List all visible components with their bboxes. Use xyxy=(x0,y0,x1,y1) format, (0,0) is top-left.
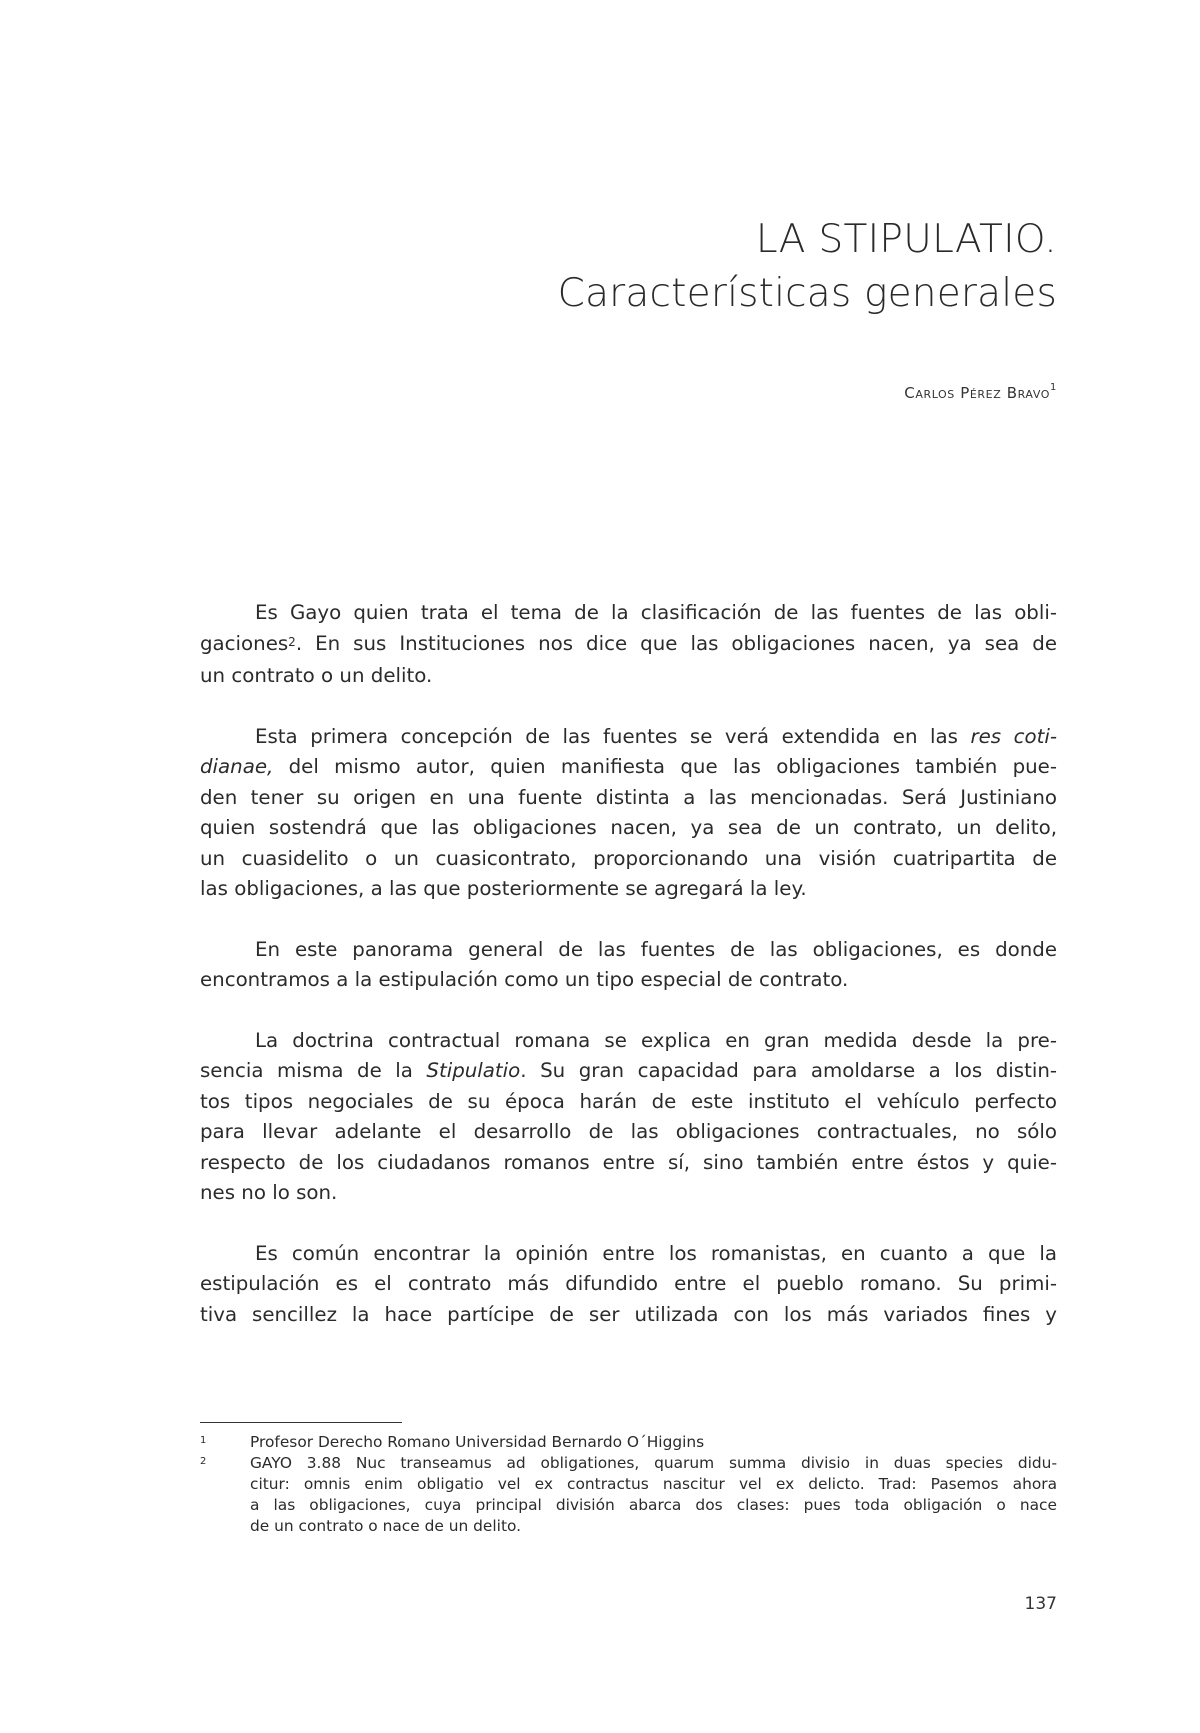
paragraph-line xyxy=(200,1239,1057,1270)
text-run: estipulación es el contrato más difundido entre el pueblo romano. Su primi- xyxy=(200,1272,1057,1295)
text-run: encontramos a la estipulación como un tipo especial de contrato. xyxy=(200,968,849,991)
text-run: . En sus Instituciones nos dice que las obligaciones nacen, ya sea de xyxy=(295,631,1057,655)
author-name xyxy=(904,384,1057,402)
paragraph-line xyxy=(200,1117,1057,1148)
title-line-2: Características generales xyxy=(557,271,1057,316)
italic-term: Stipulatio xyxy=(426,1059,521,1082)
text-run: un contrato o un delito. xyxy=(200,664,433,687)
paragraph-line xyxy=(200,1026,1057,1057)
footnotes xyxy=(200,1432,1057,1537)
text-run: sencia misma de la xyxy=(200,1059,427,1082)
text-run: tiva sencillez la hace partícipe de ser utilizada con los más variados fines y xyxy=(200,1302,1057,1326)
text-run: un cuasidelito o un cuasicontrato, proporcionando una visión cuatripartita de xyxy=(200,846,1057,870)
body-text xyxy=(200,598,1057,1360)
article-title xyxy=(558,216,1057,324)
italic-term: res coti- xyxy=(970,724,1057,748)
paragraph-line xyxy=(200,661,1057,692)
footnote-line: de un contrato o nace de un delito. xyxy=(250,1517,522,1535)
text-run: Esta primera concepción de las fuentes se verá extendida en las xyxy=(255,724,971,748)
footnote-number: 2 xyxy=(200,1456,207,1467)
text-run: nes no lo son. xyxy=(200,1181,338,1204)
paragraph-line xyxy=(200,965,1057,996)
text-run: gaciones xyxy=(200,631,289,655)
footnote-number: 1 xyxy=(200,1435,207,1446)
paragraph-line xyxy=(200,1148,1057,1179)
text-run: tos tipos negociales de su época harán de este instituto el vehículo perfecto xyxy=(200,1089,1057,1113)
text-run: del mismo autor, quien manifiesta que las obligaciones también pue- xyxy=(273,755,1057,778)
paragraph-line xyxy=(200,752,1057,783)
footnote-line: GAYO 3.88 Nuc transeamus ad obligationes, quarum summa divisio in duas species didu- xyxy=(250,1454,1057,1472)
text-run: . Su gran capacidad para amoldarse a los distin- xyxy=(520,1059,1057,1082)
paragraph-line xyxy=(200,844,1057,875)
paragraph-line xyxy=(200,629,1057,662)
paragraph-line xyxy=(200,935,1057,966)
paragraph-line xyxy=(200,598,1057,629)
author-name-text: Carlos Pérez Bravo xyxy=(904,384,1051,402)
paragraph-line xyxy=(200,1087,1057,1118)
text-run: las obligaciones, a las que posteriormente se agregará la ley. xyxy=(200,877,807,900)
paragraph-line xyxy=(200,783,1057,814)
footnote-line: a las obligaciones, cuya principal división abarca dos clases: pues toda obligación o nace xyxy=(250,1496,1057,1514)
text-run: quien sostendrá que las obligaciones nacen, ya sea de un contrato, un delito, xyxy=(200,816,1057,839)
footnote-mark-2: 2 xyxy=(288,634,296,649)
title-line-1: LA STIPULATIO. xyxy=(755,217,1057,262)
paragraph-line xyxy=(200,1178,1057,1209)
author-footnote-mark: 1 xyxy=(1050,382,1057,393)
paragraph-3 xyxy=(200,935,1057,996)
paragraph-5 xyxy=(200,1239,1057,1331)
text-run: den tener su origen en una fuente distinta a las mencionadas. Será Justiniano xyxy=(200,785,1057,809)
footnote-line: Profesor Derecho Romano Universidad Bernardo O´Higgins xyxy=(250,1433,705,1451)
italic-term: dianae, xyxy=(200,755,274,778)
page-number: 137 xyxy=(1024,1594,1057,1614)
footnote-1 xyxy=(200,1432,1057,1453)
paragraph-line xyxy=(200,874,1057,905)
text-run: Es Gayo quien trata el tema de la clasificación de las fuentes de las obli- xyxy=(255,601,1057,624)
paragraph-line xyxy=(200,722,1057,753)
paragraph-2 xyxy=(200,722,1057,905)
paragraph-line xyxy=(200,813,1057,844)
text-run: respecto de los ciudadanos romanos entre sí, sino también entre éstos y quie- xyxy=(200,1150,1057,1174)
paragraph-line xyxy=(200,1269,1057,1300)
text-run: En este panorama general de las fuentes de las obligaciones, es donde xyxy=(255,937,1057,961)
paragraph-4 xyxy=(200,1026,1057,1209)
paragraph-line xyxy=(200,1056,1057,1087)
text-run: para llevar adelante el desarrollo de las obligaciones contractuales, no sólo xyxy=(200,1120,1057,1143)
footnote-line: citur: omnis enim obligatio vel ex contractus nascitur vel ex delicto. Trad: Pasemos ahora xyxy=(250,1475,1057,1493)
footnote-separator xyxy=(200,1422,402,1423)
paragraph-line xyxy=(200,1300,1057,1331)
text-run: La doctrina contractual romana se explica en gran medida desde la pre- xyxy=(255,1028,1057,1052)
footnote-2 xyxy=(200,1453,1057,1537)
text-run: Es común encontrar la opinión entre los romanistas, en cuanto a que la xyxy=(255,1241,1057,1265)
paragraph-1 xyxy=(200,598,1057,692)
